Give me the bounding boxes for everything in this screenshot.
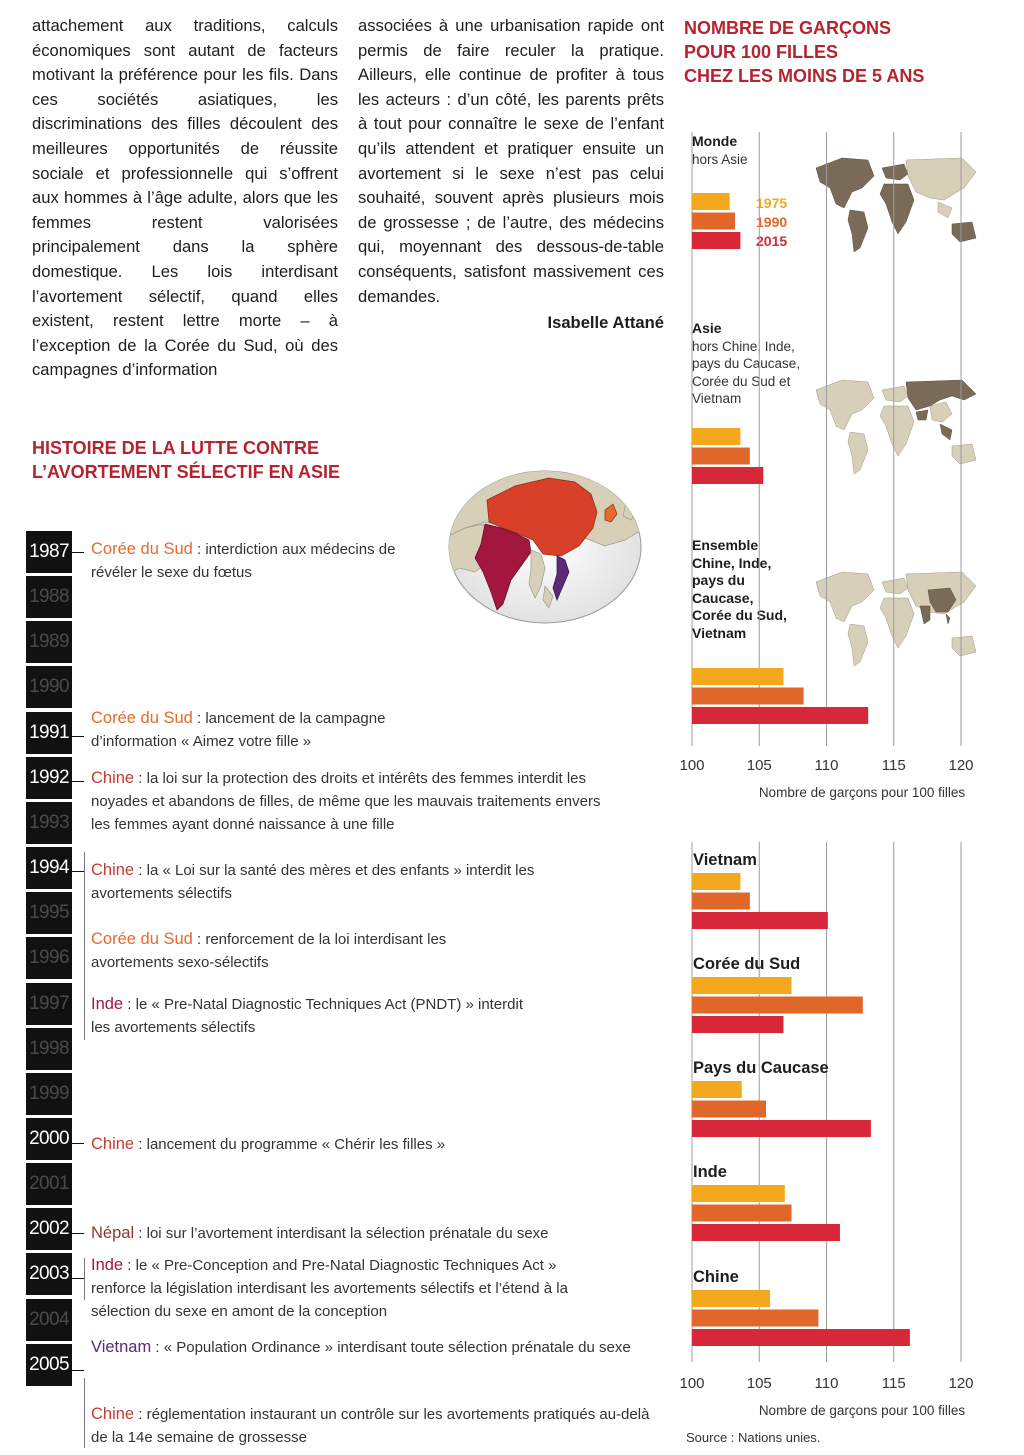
legend-label-2015: 2015 (756, 233, 788, 249)
event-text: : le « Pre-Natal Diagnostic Techniques Act (PNDT) » interdit les avortements sélectifs (91, 996, 524, 1036)
source-note: Source : Nations unies. (686, 1430, 821, 1445)
group-subtitle: hors Asie (692, 151, 748, 167)
timeline-title (32, 436, 340, 484)
article-text-2: associées à une urbanisation rapide ont permis de faire reculer la pratique. Ailleurs, elle continue de profiter à tous les acteurs : d’un côté, les parents prêts à tout pour connaître le sexe de l’enfant qu’ils attendent et pratiquer ensuite un avortement si le sexe n’est pas celui souhaité, souvent après plusieurs mois de grossesse ; de l’autre, des médecins qui, moyennant des dessous-de-table conséquents, satisfont massivement ces demandes. (358, 16, 664, 306)
bar-asie-1975 (692, 428, 740, 445)
legend-label-1975: 1975 (756, 195, 788, 211)
x-tick-label: 115 (881, 1375, 906, 1392)
legend-1975 (756, 194, 787, 213)
timeline-event (91, 538, 401, 584)
timeline-connector (72, 871, 84, 872)
timeline-connector (72, 1278, 84, 1279)
bar-chine-2015 (692, 1329, 910, 1346)
x-tick-label: 105 (746, 1375, 772, 1392)
bar-monde-1975 (692, 193, 730, 210)
year-1992: 1992 (26, 757, 72, 799)
bar-monde-2015 (692, 232, 740, 249)
group-name: Monde (692, 133, 738, 149)
bar-pays-1975 (692, 1081, 742, 1098)
bar-ensemble-1990 (692, 688, 804, 705)
x-tick-label: 120 (948, 1375, 974, 1392)
group-label: Corée du Sud (693, 955, 801, 973)
year-1990: 1990 (26, 666, 72, 708)
x-tick-label: 100 (679, 757, 705, 774)
timeline-bracket (84, 1258, 85, 1300)
panel-head-monde (692, 133, 748, 168)
event-text: : lancement de la campagne d’information « Aimez votre fille » (91, 710, 386, 750)
timeline-event (91, 859, 551, 905)
timeline-connector (72, 736, 84, 737)
article-column-2 (358, 14, 664, 336)
article-text-1: attachement aux traditions, calculs économiques sont autant de facteurs motivant la préférence pour les fils. Dans ces sociétés asiatiques, les discriminations des filles découlent des meilleures opportunités de réussite sociale et professionnelle qui s’offrent aux hommes à l’âge adulte, alors que les femmes restent valorisées principalement dans la sphère domestique. Les lois interdisant l’avortement sélectif, quand elles existent, restent lettre morte – à l’exception de la Corée du Sud, où des campagnes d’information (32, 16, 338, 380)
event-text: : réglementation instaurant un contrôle sur les avortements pratiqués au-delà de la 14e semaine de grossesse (91, 1406, 650, 1446)
event-text: : la loi sur la protection des droits et intérêts des femmes interdit les noyades et abandons de filles, de même que les mauvais traitements envers les femmes ayant donné naissance à une fille (91, 770, 601, 833)
group-subtitle: hors Chine, Inde, pays du Caucase, Corée du Sud et Vietnam (692, 338, 801, 406)
timeline-connector (72, 1233, 84, 1234)
timeline-event (91, 1254, 611, 1323)
bar-chine-1975 (692, 1290, 770, 1307)
year-2000: 2000 (26, 1118, 72, 1160)
bar-pays-1990 (692, 1101, 766, 1118)
group-label: Inde (693, 1163, 727, 1181)
group-label: Chine (693, 1268, 739, 1286)
timeline-bracket (84, 1378, 85, 1448)
event-country: Corée du Sud (91, 540, 193, 558)
year-1993: 1993 (26, 802, 72, 844)
world-map-monde (812, 148, 980, 258)
event-text: : le « Pre-Conception and Pre-Natal Diagnostic Techniques Act » renforce la législation interdisant les avortements sélectifs et l’étend à la sélection du sexe en amont de la conception (91, 1257, 568, 1320)
event-text: : loi sur l’avortement interdisant la sélection prénatale du sexe (134, 1225, 549, 1242)
year-1987: 1987 (26, 531, 72, 573)
asia-map-illustration (445, 468, 645, 626)
year-1998: 1998 (26, 1028, 72, 1070)
event-country: Chine (91, 861, 135, 879)
event-country: Vietnam (91, 1338, 152, 1356)
x-axis-label: Nombre de garçons pour 100 filles (758, 1403, 966, 1418)
timeline-event (91, 767, 611, 836)
x-tick-label: 105 (746, 757, 772, 774)
event-text: : « Population Ordinance » interdisant toute sélection prénatale du sexe (151, 1339, 631, 1356)
group-name: Ensemble Chine, Inde, pays du Caucase, Corée du Sud, Vietnam (692, 537, 787, 641)
year-1995: 1995 (26, 892, 72, 934)
timeline-event (91, 1222, 611, 1245)
group-label: Pays du Caucase (693, 1059, 829, 1077)
chart-title (684, 16, 924, 88)
event-text: : renforcement de la loi interdisant les avortements sexo-sélectifs (91, 931, 447, 971)
bar-monde-1990 (692, 213, 735, 230)
timeline-connector (72, 781, 84, 782)
event-country: Inde (91, 995, 124, 1013)
year-1989: 1989 (26, 621, 72, 663)
event-country: Chine (91, 1135, 135, 1153)
year-1991: 1991 (26, 712, 72, 754)
year-1988: 1988 (26, 576, 72, 618)
bar-vietnam-1990 (692, 893, 750, 910)
timeline-bracket (84, 852, 85, 1040)
bar-vietnam-1975 (692, 873, 740, 890)
year-1997: 1997 (26, 983, 72, 1025)
timeline-event (91, 1336, 666, 1359)
bar-corée-2015 (692, 1016, 783, 1033)
timeline-event (91, 707, 411, 753)
world-map-ensemble (812, 562, 980, 672)
timeline-connector (72, 1143, 84, 1144)
timeline-event (91, 993, 531, 1039)
bar-vietnam-2015 (692, 912, 828, 929)
timeline-connector (72, 1370, 84, 1371)
event-country: Chine (91, 769, 135, 787)
year-1994: 1994 (26, 847, 72, 889)
bar-chine-1990 (692, 1310, 818, 1327)
x-tick-label: 115 (881, 757, 906, 774)
legend-2015 (756, 232, 787, 251)
chart-title-line-2: POUR 100 FILLES (684, 42, 839, 62)
bar-asie-1990 (692, 448, 750, 465)
chart-title-line-1: NOMBRE DE GARÇONS (684, 18, 892, 38)
group-name: Asie (692, 320, 722, 336)
year-2005: 2005 (26, 1344, 72, 1386)
timeline-event (91, 1133, 511, 1156)
bar-corée-1975 (692, 977, 792, 994)
x-tick-label: 110 (814, 757, 839, 774)
timeline-event (91, 1403, 651, 1449)
year-2004: 2004 (26, 1299, 72, 1341)
x-tick-label: 110 (814, 1375, 839, 1392)
bar-inde-2015 (692, 1224, 840, 1241)
x-tick-label: 120 (948, 757, 974, 774)
legend-1990 (756, 213, 787, 232)
event-country: Népal (91, 1224, 135, 1242)
map-land-japan (623, 494, 639, 520)
event-country: Corée du Sud (91, 930, 193, 948)
timeline-title-line-1: HISTOIRE DE LA LUTTE CONTRE (32, 438, 320, 458)
year-2003: 2003 (26, 1253, 72, 1295)
article-column-1 (32, 14, 338, 383)
panel-head-ensemble (692, 537, 796, 642)
bar-ensemble-2015 (692, 707, 868, 724)
bar-pays-2015 (692, 1120, 871, 1137)
event-text: : lancement du programme « Chérir les filles » (134, 1136, 446, 1153)
panel-head-asie (692, 320, 808, 408)
author: Isabelle Attané (547, 313, 664, 333)
event-country: Chine (91, 1405, 135, 1423)
event-text: : interdiction aux médecins de révéler le sexe du fœtus (91, 541, 396, 581)
x-axis-label: Nombre de garçons pour 100 filles (758, 785, 966, 800)
event-country: Corée du Sud (91, 709, 193, 727)
year-1996: 1996 (26, 937, 72, 979)
bar-ensemble-1975 (692, 668, 783, 685)
year-1999: 1999 (26, 1073, 72, 1115)
timeline-title-line-2: L’AVORTEMENT SÉLECTIF EN ASIE (32, 462, 341, 482)
event-text: : la « Loi sur la santé des mères et des enfants » interdit les avortements sélectifs (91, 862, 535, 902)
chart-title-line-3: CHEZ LES MOINS DE 5 ANS (684, 66, 925, 86)
year-2002: 2002 (26, 1208, 72, 1250)
group-label: Vietnam (693, 851, 757, 869)
x-tick-label: 100 (679, 1375, 705, 1392)
bar-asie-2015 (692, 467, 763, 484)
bar-corée-1990 (692, 997, 863, 1014)
bar-inde-1990 (692, 1205, 792, 1222)
world-map-asie (812, 370, 980, 480)
legend-label-1990: 1990 (756, 214, 788, 230)
year-2001: 2001 (26, 1163, 72, 1205)
timeline-connector (72, 552, 84, 553)
timeline-event (91, 928, 461, 974)
event-country: Inde (91, 1256, 124, 1274)
bar-inde-1975 (692, 1185, 785, 1202)
